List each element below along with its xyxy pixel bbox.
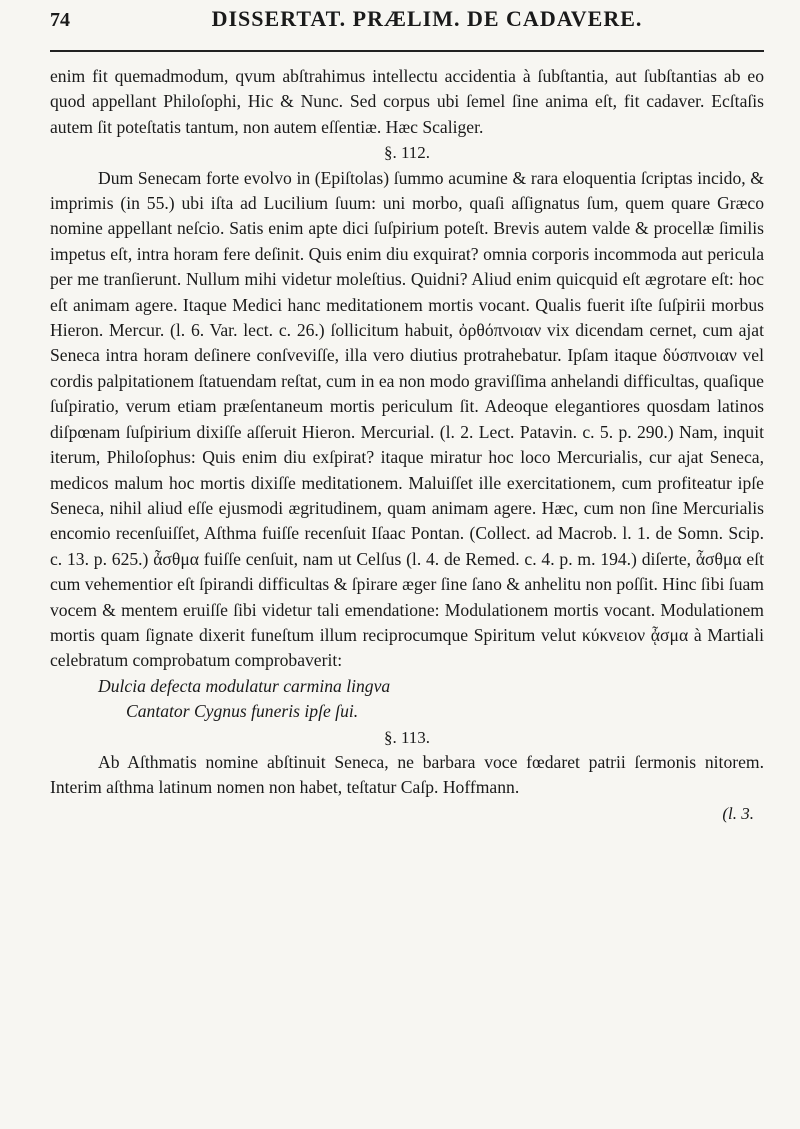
- section-heading-112: §. 112.: [383, 143, 431, 163]
- paragraph-113: Ab Aſthmatis nomine abſtinuit Seneca, ne barbara voce fœdaret patrii ſermonis nitorem. Interim aſthma latinum nomen non habet, teſtatur Caſp. Hoffmann.: [50, 751, 764, 798]
- verse-line: Dulcia defecta modulatur carmina lingva: [98, 675, 391, 696]
- page-header: [50, 6, 764, 52]
- verse-quotation: [50, 674, 764, 725]
- catchword: (l. 3.: [722, 803, 754, 823]
- body-text: [50, 64, 764, 826]
- running-title: DISSERTAT. PRÆLIM. DE CADAVERE.: [211, 6, 643, 31]
- paragraph-continued: enim fit quemadmodum, qvum abſtrahimus intellectu accidentia à ſubſtantia, aut ſubſtantias ab eo quod appellant Philoſophi, Hic & Nunc. Sed corpus ubi ſemel ſine anima eſt, fit cadaver. Ecſtaſis autem ſit poteſtatis tantum, non autem eſſentiæ. Hæc Scaliger.: [50, 66, 764, 137]
- section-heading-113: §. 113.: [383, 727, 431, 747]
- page-number: 74: [50, 9, 70, 31]
- paragraph-112: Dum Senecam forte evolvo in (Epiſtolas) ſummo acumine & rara eloquentia ſcriptas incido, & imprimis (in 55.) ubi iſta ad Lucilium ſuum: uni morbo, quaſi aſſignatus ſum, quem quare Græco nomine appellant neſcio. Satis enim apte dici ſuſpirium poteſt. Brevis autem valde & procellæ ſimilis impetus eſt, intra horam fere deſinit. Quis enim diu exquirat? omnia corporis incommoda aut pericula per me tranſierunt. Nullum mihi videtur moleſtius. Quidni? Aliud enim quicquid eſt ægrotare eſt: hoc eſt animam agere. Itaque Medici hanc meditationem mortis vocant. Qualis fuerit iſte ſuſpirii morbus Hieron. Mercur. (l. 6. Var. lect. c. 26.) ſollicitum habuit, ὀρθόπνοιαν vix dicendam cernet, cum ajat Seneca intra horam deſinere conſveviſſe, illa vero diutius protrahebatur. Ipſam itaque δύσπνοιαν vel cordis palpitationem ſtatuendam reſtat, cum in ea non modo graviſſima anhelandi difficultas, quaſique ſuſpiratio, verum etiam præſentaneum mortis periculum ſit. Adeoque elegantiores quosdam latinos diſpœnam ſuſpirium dixiſſe aſſeruit Hieron. Mercurial. (l. 2. Lect. Patavin. c. 5. p. 290.) Nam, inquit iterum, Philoſophus: Quis enim diu exſpirat? itaque miratur hoc loco Mercurialis, cur ajat Seneca, medicos malum hoc mortis dixiſſe meditationem. Maluiſſet ille exercitationem, cum profiteatur ipſe Seneca, nihil aliud eſſe ejusmodi ægritudinem, quam animam agere. Hæc, cum non ſine Mercurialis encomio recenſuiſſet, Aſthma fuiſſe recenſuit Iſaac Pontan. (Collect. ad Macrob. l. 1. de Somn. Scip. c. 13. p. 625.) ἆσθμα fuiſſe cenſuit, nam ut Celſus (l. 4. de Remed. c. 4. p. m. 194.) diſerte, ἆσθμα eſt cum vehementior eſt ſpirandi difficultas & ſpirare æger ſine ſano & anhelitu non poſſit. Hinc ſibi ſuam vocem & mentem eruiſſe ſibi videtur tali emendatione: Modulationem mortis vocant. Modulationem mortis quam ſignate dixerit funeſtum illum reciprocumque Spiritum velut κύκνειον ᾆσμα à Martiali celebratum comprobatum comprobaverit:: [50, 167, 764, 671]
- verse-line: Cantator Cygnus funeris ipſe ſui.: [126, 701, 359, 722]
